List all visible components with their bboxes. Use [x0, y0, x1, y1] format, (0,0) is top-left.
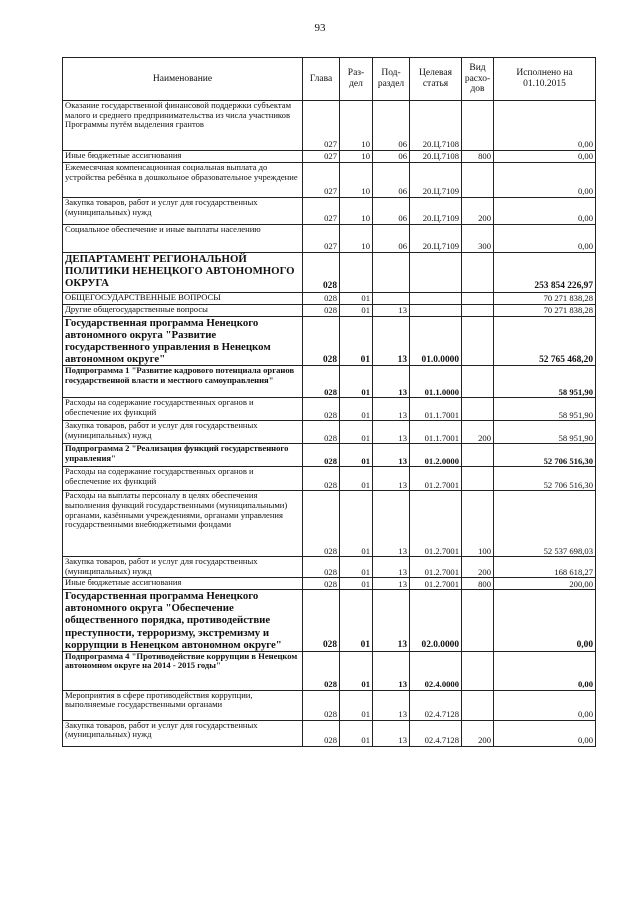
table-row — [63, 491, 596, 557]
cell-subsection: 06 — [373, 101, 410, 151]
cell-section: 01 — [340, 421, 373, 444]
cell-target: 01.2.7001 — [410, 491, 462, 557]
cell-executed: 70 271 838,28 — [494, 305, 596, 317]
header-target: Целевая статья — [410, 58, 462, 101]
cell-exp-type: 200 — [462, 557, 494, 578]
cell-chapter: 028 — [303, 366, 340, 398]
cell-section: 01 — [340, 444, 373, 467]
cell-exp-type: 100 — [462, 491, 494, 557]
cell-chapter: 028 — [303, 305, 340, 317]
table-row — [63, 720, 596, 746]
cell-name: Оказание государственной финансовой поддержки субъектам малого и среднего предпринимательства из числа участников Программы путём выделения грантов — [63, 101, 303, 151]
cell-name: ОБЩЕГОСУДАРСТВЕННЫЕ ВОПРОСЫ — [63, 293, 303, 305]
cell-target: 01.2.0000 — [410, 444, 462, 467]
cell-exp-type — [462, 444, 494, 467]
cell-executed: 0,00 — [494, 198, 596, 225]
cell-section: 01 — [340, 651, 373, 690]
cell-name: Расходы на выплаты персоналу в целях обеспечения выполнения функций государственными (муниципальными) органами, казёнными учреждениями, органами управления государственными внебюджетными фондами — [63, 491, 303, 557]
cell-executed: 0,00 — [494, 151, 596, 163]
cell-executed: 58 951,90 — [494, 421, 596, 444]
cell-name: Расходы на содержание государственных органов и обеспечение их функций — [63, 467, 303, 491]
cell-subsection — [373, 253, 410, 293]
cell-executed: 0,00 — [494, 101, 596, 151]
cell-target: 01.1.7001 — [410, 421, 462, 444]
cell-executed: 253 854 226,97 — [494, 253, 596, 293]
cell-subsection: 06 — [373, 151, 410, 163]
cell-section: 10 — [340, 151, 373, 163]
cell-subsection: 13 — [373, 651, 410, 690]
cell-exp-type: 200 — [462, 421, 494, 444]
cell-executed: 70 271 838,28 — [494, 293, 596, 305]
cell-name: Закупка товаров, работ и услуг для государственных (муниципальных) нужд — [63, 557, 303, 578]
cell-section: 01 — [340, 467, 373, 491]
cell-subsection: 13 — [373, 590, 410, 651]
cell-name: Социальное обеспечение и иные выплаты населению — [63, 225, 303, 253]
cell-target: 20.Ц.7109 — [410, 163, 462, 198]
cell-section: 01 — [340, 578, 373, 590]
cell-name: Мероприятия в сфере противодействия коррупции, выполняемые государственными органами — [63, 690, 303, 720]
header-name: Наименование — [63, 58, 303, 101]
cell-section: 10 — [340, 198, 373, 225]
cell-subsection — [373, 293, 410, 305]
table-row — [63, 317, 596, 366]
cell-target: 20.Ц.7108 — [410, 101, 462, 151]
cell-exp-type — [462, 690, 494, 720]
cell-target — [410, 293, 462, 305]
cell-name: Расходы на содержание государственных органов и обеспечение их функций — [63, 398, 303, 421]
cell-section: 10 — [340, 101, 373, 151]
cell-subsection: 13 — [373, 366, 410, 398]
cell-section: 01 — [340, 317, 373, 366]
cell-subsection: 13 — [373, 557, 410, 578]
cell-target: 01.2.7001 — [410, 578, 462, 590]
cell-subsection: 13 — [373, 398, 410, 421]
cell-executed: 0,00 — [494, 690, 596, 720]
cell-subsection: 13 — [373, 720, 410, 746]
cell-chapter: 027 — [303, 225, 340, 253]
table-row — [63, 467, 596, 491]
table-row — [63, 421, 596, 444]
table-row — [63, 225, 596, 253]
cell-chapter: 028 — [303, 590, 340, 651]
table-row — [63, 253, 596, 293]
cell-executed: 58 951,90 — [494, 366, 596, 398]
cell-subsection: 13 — [373, 444, 410, 467]
cell-executed: 0,00 — [494, 590, 596, 651]
header-expense-type: Вид расхо-дов — [462, 58, 494, 101]
cell-exp-type — [462, 366, 494, 398]
cell-section: 01 — [340, 366, 373, 398]
cell-exp-type — [462, 101, 494, 151]
cell-section: 01 — [340, 557, 373, 578]
table-row — [63, 557, 596, 578]
cell-chapter: 027 — [303, 198, 340, 225]
cell-section: 10 — [340, 225, 373, 253]
cell-section: 01 — [340, 720, 373, 746]
header-section: Раз-дел — [340, 58, 373, 101]
table-row — [63, 398, 596, 421]
cell-section: 01 — [340, 590, 373, 651]
cell-chapter: 028 — [303, 467, 340, 491]
cell-exp-type — [462, 590, 494, 651]
cell-subsection: 06 — [373, 198, 410, 225]
cell-section: 01 — [340, 398, 373, 421]
cell-name: Иные бюджетные ассигнования — [63, 151, 303, 163]
cell-subsection: 13 — [373, 305, 410, 317]
table-row — [63, 163, 596, 198]
cell-name: Ежемесячная компенсационная социальная выплата до устройства ребёнка в дошкольное образовательное учреждение — [63, 163, 303, 198]
cell-section: 01 — [340, 293, 373, 305]
table-row — [63, 690, 596, 720]
cell-subsection: 13 — [373, 317, 410, 366]
cell-exp-type: 300 — [462, 225, 494, 253]
cell-chapter: 028 — [303, 720, 340, 746]
table-row — [63, 590, 596, 651]
cell-chapter: 028 — [303, 293, 340, 305]
budget-execution-table — [62, 57, 596, 747]
table-row — [63, 305, 596, 317]
cell-section — [340, 253, 373, 293]
cell-chapter: 028 — [303, 444, 340, 467]
header-executed: Исполнено на 01.10.2015 — [494, 58, 596, 101]
table-row — [63, 366, 596, 398]
cell-exp-type — [462, 317, 494, 366]
cell-section: 01 — [340, 305, 373, 317]
cell-executed: 52 765 468,20 — [494, 317, 596, 366]
cell-exp-type — [462, 467, 494, 491]
cell-subsection: 13 — [373, 491, 410, 557]
cell-section: 10 — [340, 163, 373, 198]
cell-exp-type — [462, 293, 494, 305]
cell-name: Государственная программа Ненецкого автономного округа "Обеспечение общественного порядка, противодействие преступности, терроризму, экстремизму и коррупции в Ненецком автономном округе" — [63, 590, 303, 651]
cell-executed: 0,00 — [494, 225, 596, 253]
cell-exp-type — [462, 398, 494, 421]
cell-exp-type — [462, 163, 494, 198]
cell-exp-type: 800 — [462, 578, 494, 590]
cell-target: 02.0.0000 — [410, 590, 462, 651]
cell-subsection: 13 — [373, 421, 410, 444]
table-row — [63, 444, 596, 467]
table-row — [63, 198, 596, 225]
cell-name: Подпрограмма 2 "Реализация функций государственного управления" — [63, 444, 303, 467]
table-row — [63, 578, 596, 590]
cell-chapter: 027 — [303, 151, 340, 163]
cell-executed: 0,00 — [494, 651, 596, 690]
header-chapter: Глава — [303, 58, 340, 101]
cell-target — [410, 253, 462, 293]
cell-executed: 0,00 — [494, 720, 596, 746]
cell-name: Закупка товаров, работ и услуг для государственных (муниципальных) нужд — [63, 198, 303, 225]
cell-name: Иные бюджетные ассигнования — [63, 578, 303, 590]
cell-name: Закупка товаров, работ и услуг для государственных (муниципальных) нужд — [63, 720, 303, 746]
cell-exp-type: 200 — [462, 720, 494, 746]
cell-name: ДЕПАРТАМЕНТ РЕГИОНАЛЬНОЙ ПОЛИТИКИ НЕНЕЦКОГО АВТОНОМНОГО ОКРУГА — [63, 253, 303, 293]
cell-target: 20.Ц.7108 — [410, 151, 462, 163]
table-row — [63, 151, 596, 163]
cell-section: 01 — [340, 690, 373, 720]
cell-target: 02.4.0000 — [410, 651, 462, 690]
cell-chapter: 028 — [303, 421, 340, 444]
cell-exp-type: 200 — [462, 198, 494, 225]
cell-chapter: 028 — [303, 690, 340, 720]
cell-name: Подпрограмма 4 "Противодействие коррупции в Ненецком автономном округе на 2014 - 2015 годы" — [63, 651, 303, 690]
cell-executed: 52 706 516,30 — [494, 467, 596, 491]
cell-chapter: 028 — [303, 578, 340, 590]
cell-executed: 58 951,90 — [494, 398, 596, 421]
cell-executed: 168 618,27 — [494, 557, 596, 578]
cell-name: Государственная программа Ненецкого автономного округа "Развитие государственного управления в Ненецком автономном округе" — [63, 317, 303, 366]
cell-target: 20.Ц.7109 — [410, 225, 462, 253]
cell-target — [410, 305, 462, 317]
cell-exp-type — [462, 305, 494, 317]
cell-subsection: 13 — [373, 578, 410, 590]
cell-chapter: 028 — [303, 317, 340, 366]
cell-executed: 52 706 516,30 — [494, 444, 596, 467]
cell-name: Другие общегосударственные вопросы — [63, 305, 303, 317]
cell-target: 01.2.7001 — [410, 467, 462, 491]
cell-target: 20.Ц.7109 — [410, 198, 462, 225]
cell-chapter: 028 — [303, 557, 340, 578]
cell-executed: 200,00 — [494, 578, 596, 590]
table-header-row — [63, 58, 596, 101]
cell-target: 01.0.0000 — [410, 317, 462, 366]
cell-chapter: 027 — [303, 163, 340, 198]
table-row — [63, 293, 596, 305]
table-row — [63, 101, 596, 151]
cell-chapter: 028 — [303, 491, 340, 557]
cell-target: 02.4.7128 — [410, 720, 462, 746]
cell-subsection: 13 — [373, 467, 410, 491]
cell-executed: 0,00 — [494, 163, 596, 198]
page-number: 93 — [314, 22, 326, 34]
cell-chapter: 028 — [303, 398, 340, 421]
cell-target: 01.2.7001 — [410, 557, 462, 578]
cell-subsection: 13 — [373, 690, 410, 720]
cell-section: 01 — [340, 491, 373, 557]
cell-exp-type — [462, 651, 494, 690]
cell-name: Подпрограмма 1 "Развитие кадрового потенциала органов государственной власти и местного самоуправления" — [63, 366, 303, 398]
cell-exp-type — [462, 253, 494, 293]
header-subsection: Под-раздел — [373, 58, 410, 101]
cell-subsection: 06 — [373, 225, 410, 253]
cell-target: 02.4.7128 — [410, 690, 462, 720]
cell-subsection: 06 — [373, 163, 410, 198]
cell-chapter: 028 — [303, 253, 340, 293]
cell-exp-type: 800 — [462, 151, 494, 163]
table-row — [63, 651, 596, 690]
cell-target: 01.1.0000 — [410, 366, 462, 398]
cell-executed: 52 537 698,03 — [494, 491, 596, 557]
cell-chapter: 027 — [303, 101, 340, 151]
cell-chapter: 028 — [303, 651, 340, 690]
cell-name: Закупка товаров, работ и услуг для государственных (муниципальных) нужд — [63, 421, 303, 444]
cell-target: 01.1.7001 — [410, 398, 462, 421]
